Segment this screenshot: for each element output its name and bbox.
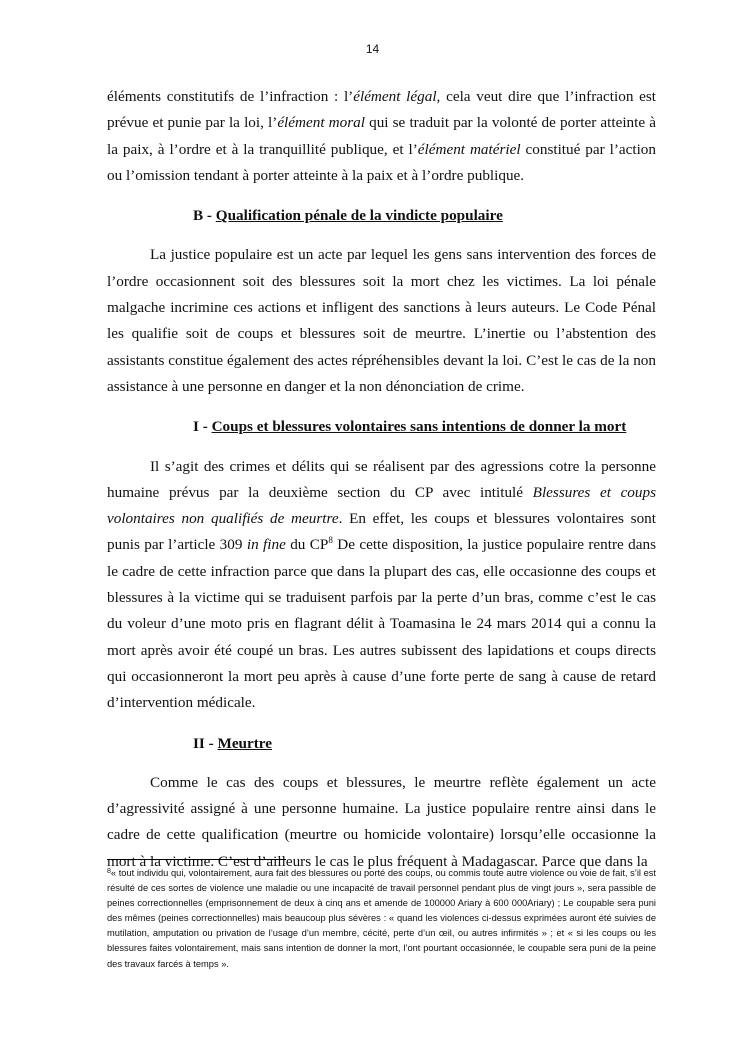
heading-prefix: I - [193,418,212,436]
section-heading-i [107,414,656,440]
italic-run: élément légal, [353,88,441,105]
heading-title: Qualification pénale de la vindicte populaire [215,207,503,225]
text-run: De cette disposition, la justice populaire rentre dans le cadre de cette infraction parce que dans la plupart des cas, elle occasionne des coups et blessures à la victime qui se traduisent parfois par la perte d’un bras, comme c’est le cas du voleur d’une moto pris en flagrant délit à Toamasina le 24 mars 2014 qui a connu la mort après avoir été coupé un bras. Les autres subissent des lapidations et coups directs qui occasionneront la mort peu après à cause d’une forte perte de sang à cause de retard d’intervention médicale. [107,536,657,712]
text-run: Il s’agit des crimes et délits qui se réalisent par des agressions cotre la personne humaine prévus par la deuxième section du CP avec intitulé [107,457,656,501]
footnote-marker: 8 [107,868,111,875]
body-text [107,84,656,875]
text-run: éléments constitutifs de l’infraction : l’ [107,88,354,105]
section-heading-b [107,203,656,229]
paragraph-meurtre: Comme le cas des coups et blessures, le meurtre reflète également un acte d’agressivité assigné à une personne humaine. La justice populaire rentre ainsi dans le cadre de cette qualification (meurtre ou homicide volontaire) lorsqu’elle occasionne la mort à la victime. C’est d’ailleurs le cas le plus fréquent à Madagascar. Parce que dans la [107,773,656,870]
footnote-separator [107,859,286,860]
text-run: . En effet, les coups et blessures volontaires sont punis par l’article 309 [107,510,656,554]
text-run: cela veut dire que l’infraction est prévue et punie par la loi, l’ [107,88,657,132]
text-run: constitué par l’action ou l’omission tendant à porter atteinte à la paix et à l’ordre publique. [107,140,656,184]
heading-title: Meurtre [217,734,273,752]
page-number: 14 [365,42,380,56]
heading-title: Coups et blessures volontaires sans intentions de donner la mort [211,418,627,436]
footnote-reference[interactable]: 8 [328,535,333,546]
paragraph-elements-constitutifs [107,84,656,189]
italic-run: élément matériel [417,140,521,158]
heading-prefix: B - [193,207,216,225]
paragraph-justice-populaire: La justice populaire est un acte par lequel les gens sans intervention des forces de l’ordre occasionnent soit des blessures soit la mort chez les victimes. La loi pénale malgache incrimine ces actions et infligent des sanctions à leurs auteurs. Le Code Pénal les qualifie soit de coups et blessures soit de meurtre. L’inertie ou l’abstention des assistants constitue également des actes répréhensibles devant la loi. C’est le cas de la non assistance à une personne en danger et la non dénonciation de crime. [107,246,656,395]
italic-run: élément moral [277,114,365,132]
text-run: qui se traduit par la volonté de porter atteinte à la paix, à l’ordre et à la tranquillité publique, et l’ [107,114,656,158]
footnote-text: « tout individu qui, volontairement, aura fait des blessures ou porté des coups, ou commis toute autre violence ou voie de fait, s’il est résulté de ces sortes de violence une maladie ou une incapacité de travail personnel pendant plus de vingt jours », sera passible de peines correctionnelles (emprisonnement de deux à cinq ans et amende de 100000 Ariary à 600 000Ariary) ; Le coupable sera puni des mêmes (peines correctionnelles) mais beaucoup plus sévères : « quand les violences ci-dessus exprimées auront été suivies de mutilation, amputation ou privation de l’usage d’un membre, cécité, perte d’un œil, ou autres infirmités » ; et « si les coups ou les blessures faites volontairement, mais sans intention de donner la mort, l’ont pourtant occasionnée, le coupable sera puni de la peine des travaux farcés à temps ». [107,868,656,969]
text-run: du CP [285,536,329,554]
heading-prefix: II - [193,734,218,752]
italic-run: Blessures et coups volontaires non qualifiés de meurtre [107,483,656,528]
paragraph-coups-blessures [107,454,656,717]
section-heading-ii [107,731,656,757]
footnote [107,864,656,972]
italic-run: in fine [246,536,286,554]
